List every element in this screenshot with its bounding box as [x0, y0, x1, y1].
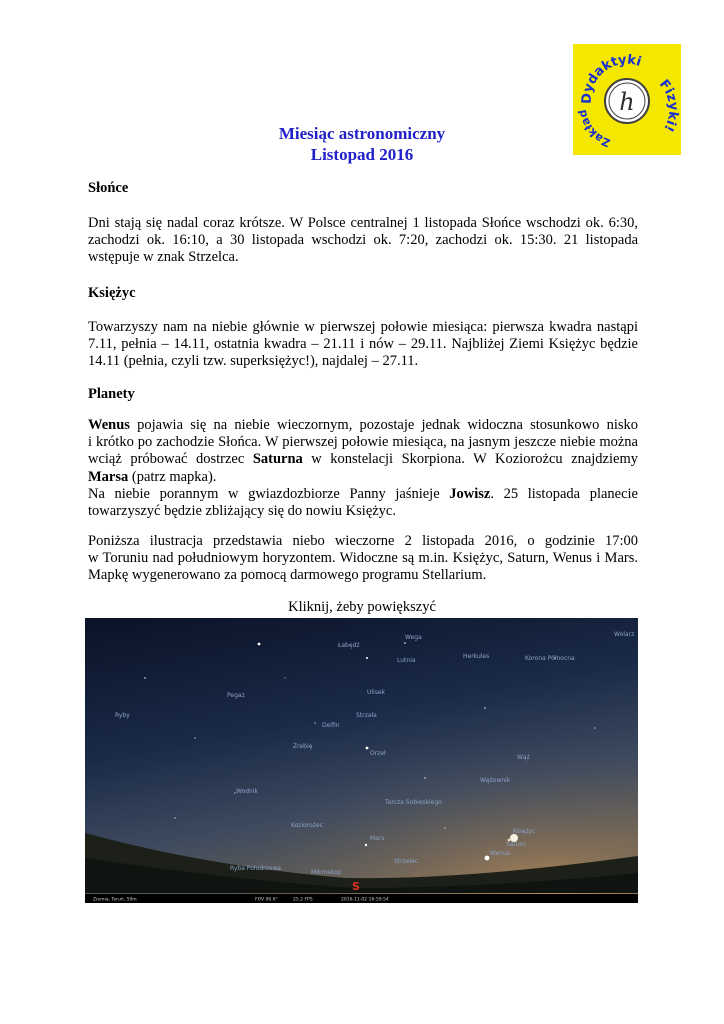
- label-orzel: Orzeł: [370, 750, 386, 757]
- paragraph-illustration: [88, 533, 638, 585]
- label-saturn: Saturn: [506, 841, 526, 848]
- label-strzelec: Strzelec: [394, 858, 419, 865]
- text-line: [88, 486, 638, 503]
- text-line: [88, 469, 638, 486]
- text-line: 14.11 (pełnia, czyli tzw. superksiężyc!), najdalej – 27.11.: [88, 353, 419, 370]
- text-line: Dni stają się nadal coraz krótsze. W Polsce centralnej 1 listopada Słońce wschodzi ok. 6:30,: [88, 215, 638, 231]
- status-datetime: 2016-11-02 16:59:54: [341, 897, 389, 903]
- text-line: towarzyszyć będzie zbliżający się do nowiu Księżyc.: [88, 503, 396, 520]
- label-ksiezyc: Księżyc: [513, 828, 536, 835]
- label-wenus: Wenus: [490, 850, 511, 857]
- planet-name-jowisz: Jowisz: [449, 485, 491, 502]
- status-fov: FOV 96.6°: [255, 897, 278, 903]
- label-wega: Wega: [405, 634, 422, 641]
- text-line: [88, 417, 638, 434]
- status-location: Ziemia, Toruń, 59m: [93, 897, 137, 903]
- section-heading-planets: Planety: [88, 386, 135, 402]
- venus-marker: [485, 856, 490, 861]
- label-wodnik: Wodnik: [236, 788, 259, 795]
- label-strzala: Strzała: [356, 712, 377, 719]
- sky-map-svg: [85, 618, 638, 903]
- label-ulisek: Ulisek: [367, 689, 386, 696]
- text-line: Mapkę wygenerowano za pomocą darmowego programu Stellarium.: [88, 567, 487, 584]
- label-ryba-poludniowa: Ryba Południowa: [230, 865, 281, 872]
- label-herkules: Herkules: [463, 653, 490, 660]
- text-run: wciąż próbować dostrzec: [88, 451, 253, 468]
- label-lodz: Łabędź: [338, 642, 360, 649]
- label-zrebiec: Źrebię: [293, 743, 313, 750]
- text-line: i krótko po zachodzie Słońca. W pierwszej połowie miesiąca, na jasnym jeszcze niebie można: [88, 434, 638, 451]
- label-waz: Wąż: [517, 754, 530, 761]
- label-mikroskop: Mikroskop: [311, 869, 342, 876]
- page-subtitle: Listopad 2016: [310, 145, 414, 164]
- logo-text-top: Dydaktyki: [579, 52, 644, 105]
- label-mars: Mars: [370, 835, 385, 842]
- paragraph-planets: [88, 417, 638, 520]
- planet-name-mars: Marsa: [88, 468, 129, 485]
- text-run: . 25 listopada planecie: [490, 485, 638, 502]
- label-wolarz: Wolarz: [614, 631, 635, 638]
- label-koziorozec: Koziorożec: [291, 822, 323, 829]
- label-korona: Korona Północna: [525, 655, 575, 662]
- text-line: w Toruniu nad południowym horyzontem. Widoczne są m.in. Księżyc, Saturn, Wenus i Mars.: [88, 550, 638, 567]
- label-wezownik: Wężownik: [480, 777, 511, 784]
- logo-mark: h: [619, 88, 635, 116]
- text-line: [88, 451, 638, 468]
- section-heading-moon: Księżyc: [88, 285, 136, 301]
- text-run: w konstelacji Skorpiona. W Koziorożcu znajdziemy: [302, 451, 638, 468]
- text-run: Na niebie porannym w gwiazdozbiorze Panny jaśnieje: [88, 485, 450, 502]
- text-line: Poniższa ilustracja przedstawia niebo wieczorne 2 listopada 2016, o godzinie 17:00: [88, 533, 638, 549]
- planet-name-wenus: Wenus: [88, 417, 130, 433]
- planet-name-saturn: Saturna: [252, 451, 303, 468]
- status-fps: 25.2 FPS: [293, 897, 313, 903]
- logo-text-left: Zakład: [575, 108, 613, 150]
- logo-text-right: Fizyki!: [655, 77, 681, 135]
- text-line: zachodzi ok. 16:10, a 30 listopada wschodzi ok. 7:20, zachodzi ok. 15:30. 21 listopada: [88, 232, 638, 249]
- paragraph-moon: [88, 319, 638, 371]
- image-caption-link[interactable]: Kliknij, żeby powiększyć: [288, 599, 436, 615]
- text-line: 7.11, pełnia – 14.11, ostatnia kwadra – 21.11 i nów – 29.11. Najbliżej Ziemi Księżyc będzie: [88, 336, 638, 353]
- label-pegaz: Pegaz: [227, 692, 245, 699]
- text-run: pojawia się na niebie wieczornym, pozostaje jednak widoczna stosunkowo nisko: [129, 417, 638, 433]
- page-title: Miesiąc astronomiczny: [278, 124, 446, 143]
- text-line: wstępuje w znak Strzelca.: [88, 249, 239, 266]
- text-run: (patrz mapka).: [128, 468, 217, 485]
- label-delfin: Delfin: [322, 722, 340, 729]
- section-heading-sun: Słońce: [88, 180, 129, 196]
- text-line: Towarzyszy nam na niebie głównie w pierwszej połowie miesiąca: pierwsza kwadra nastąpi: [88, 319, 638, 335]
- label-tarcza: Tarcza Sobieskiego: [385, 799, 442, 806]
- sky-map-image[interactable]: [85, 618, 638, 903]
- cardinal-south: S: [352, 880, 360, 893]
- label-ryby: Ryby: [115, 712, 130, 719]
- paragraph-sun: [88, 215, 638, 267]
- label-lutnia: Lutnia: [397, 657, 416, 664]
